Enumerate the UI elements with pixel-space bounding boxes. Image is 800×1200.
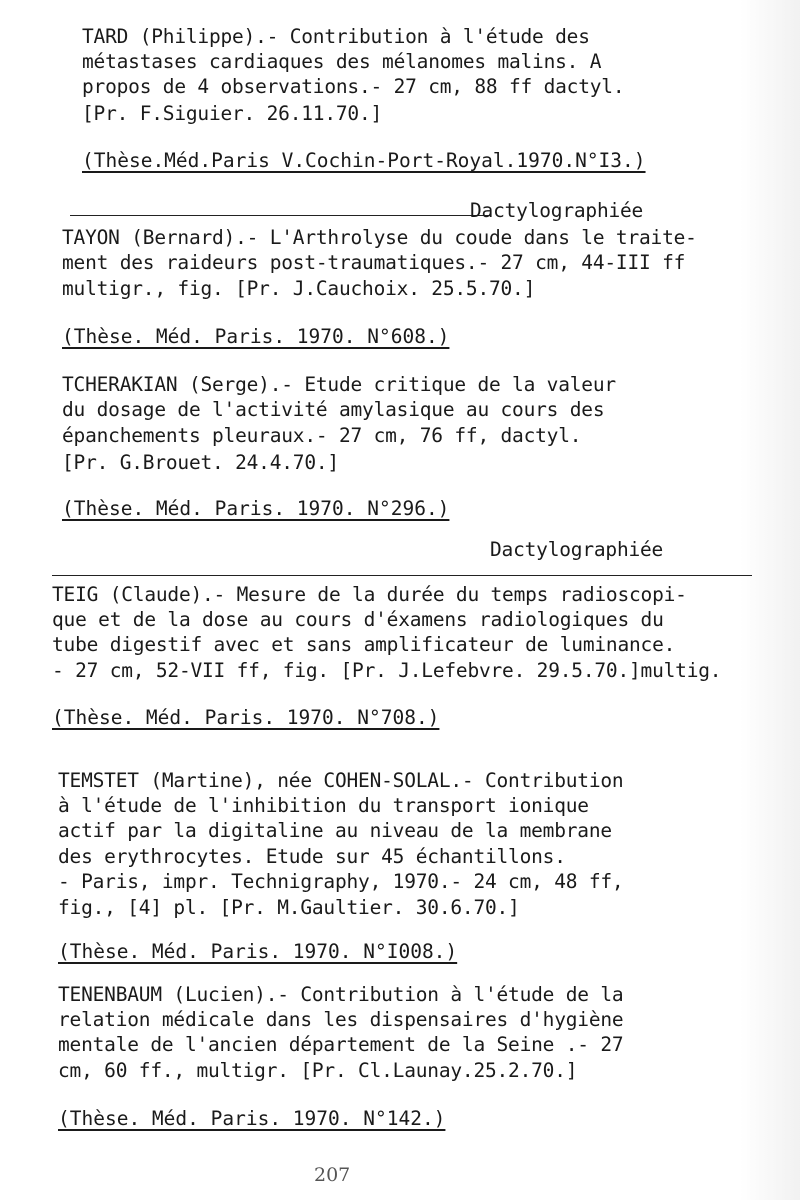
thesis-citation: (Thèse. Méd. Paris. 1970. N°708.) bbox=[52, 706, 440, 729]
entry-line: TARD (Philippe).- Contribution à l'étude des bbox=[82, 25, 590, 48]
entry-line: ment des raideurs post-traumatiques.- 27 cm, 44-III ff bbox=[62, 251, 686, 274]
entry-line: - Paris, impr. Technigraphy, 1970.- 24 cm, 48 ff, bbox=[58, 870, 624, 893]
entry-line: épanchements pleuraux.- 27 cm, 76 ff, dactyl. bbox=[62, 424, 582, 447]
thesis-citation: (Thèse. Méd. Paris. 1970. N°I008.) bbox=[58, 940, 458, 963]
thesis-citation: (Thèse.Méd.Paris V.Cochin-Port-Royal.1970.N°I3.) bbox=[82, 149, 646, 172]
entry-line: relation médicale dans les dispensaires d'hygiène bbox=[58, 1008, 624, 1031]
entry-line: mentale de l'ancien département de la Seine .- 27 bbox=[58, 1033, 624, 1056]
entry-line: que et de la dose au cours d'éxamens radiologiques du bbox=[52, 608, 664, 631]
entry-line: métastases cardiaques des mélanomes malins. A bbox=[82, 50, 602, 73]
entry-line: actif par la digitaline au niveau de la membrane bbox=[58, 819, 612, 842]
entry-line: cm, 60 ff., multigr. [Pr. Cl.Launay.25.2.70.] bbox=[58, 1059, 578, 1082]
scan-edge-shadow bbox=[740, 0, 800, 1200]
entry-line: - 27 cm, 52-VII ff, fig. [Pr. J.Lefebvre. 29.5.70.]multig. bbox=[52, 659, 722, 682]
entry-line: TEMSTET (Martine), née COHEN-SOLAL.- Contribution bbox=[58, 769, 624, 792]
entry-separator bbox=[52, 575, 752, 576]
entry-line: du dosage de l'activité amylasique au cours des bbox=[62, 398, 605, 421]
entry-line: TENENBAUM (Lucien).- Contribution à l'étude de la bbox=[58, 983, 624, 1006]
entry-line: [Pr. F.Siguier. 26.11.70.] bbox=[82, 102, 383, 125]
format-tag: Dactylographiée bbox=[470, 199, 644, 222]
thesis-citation: (Thèse. Méd. Paris. 1970. N°608.) bbox=[62, 325, 450, 348]
format-tag: Dactylographiée bbox=[490, 538, 664, 561]
entry-line: multigr., fig. [Pr. J.Cauchoix. 25.5.70.] bbox=[62, 277, 536, 300]
entry-line: des erythrocytes. Etude sur 45 échantillons. bbox=[58, 845, 566, 868]
thesis-citation: (Thèse. Méd. Paris. 1970. N°142.) bbox=[58, 1107, 446, 1130]
entry-line: tube digestif avec et sans amplificateur de luminance. bbox=[52, 633, 676, 656]
entry-line: propos de 4 observations.- 27 cm, 88 ff dactyl. bbox=[82, 75, 625, 98]
entry-line: fig., [4] pl. [Pr. M.Gaultier. 30.6.70.] bbox=[58, 896, 520, 919]
entry-line: TEIG (Claude).- Mesure de la durée du temps radioscopi- bbox=[52, 583, 687, 606]
page-number: 207 bbox=[314, 1164, 351, 1186]
entry-line: [Pr. G.Brouet. 24.4.70.] bbox=[62, 451, 339, 474]
entry-line: TAYON (Bernard).- L'Arthrolyse du coude dans le traite- bbox=[62, 226, 697, 249]
entry-separator bbox=[70, 215, 490, 216]
entry-line: à l'étude de l'inhibition du transport ionique bbox=[58, 794, 589, 817]
thesis-citation: (Thèse. Méd. Paris. 1970. N°296.) bbox=[62, 497, 450, 520]
entry-line: TCHERAKIAN (Serge).- Etude critique de la valeur bbox=[62, 373, 616, 396]
